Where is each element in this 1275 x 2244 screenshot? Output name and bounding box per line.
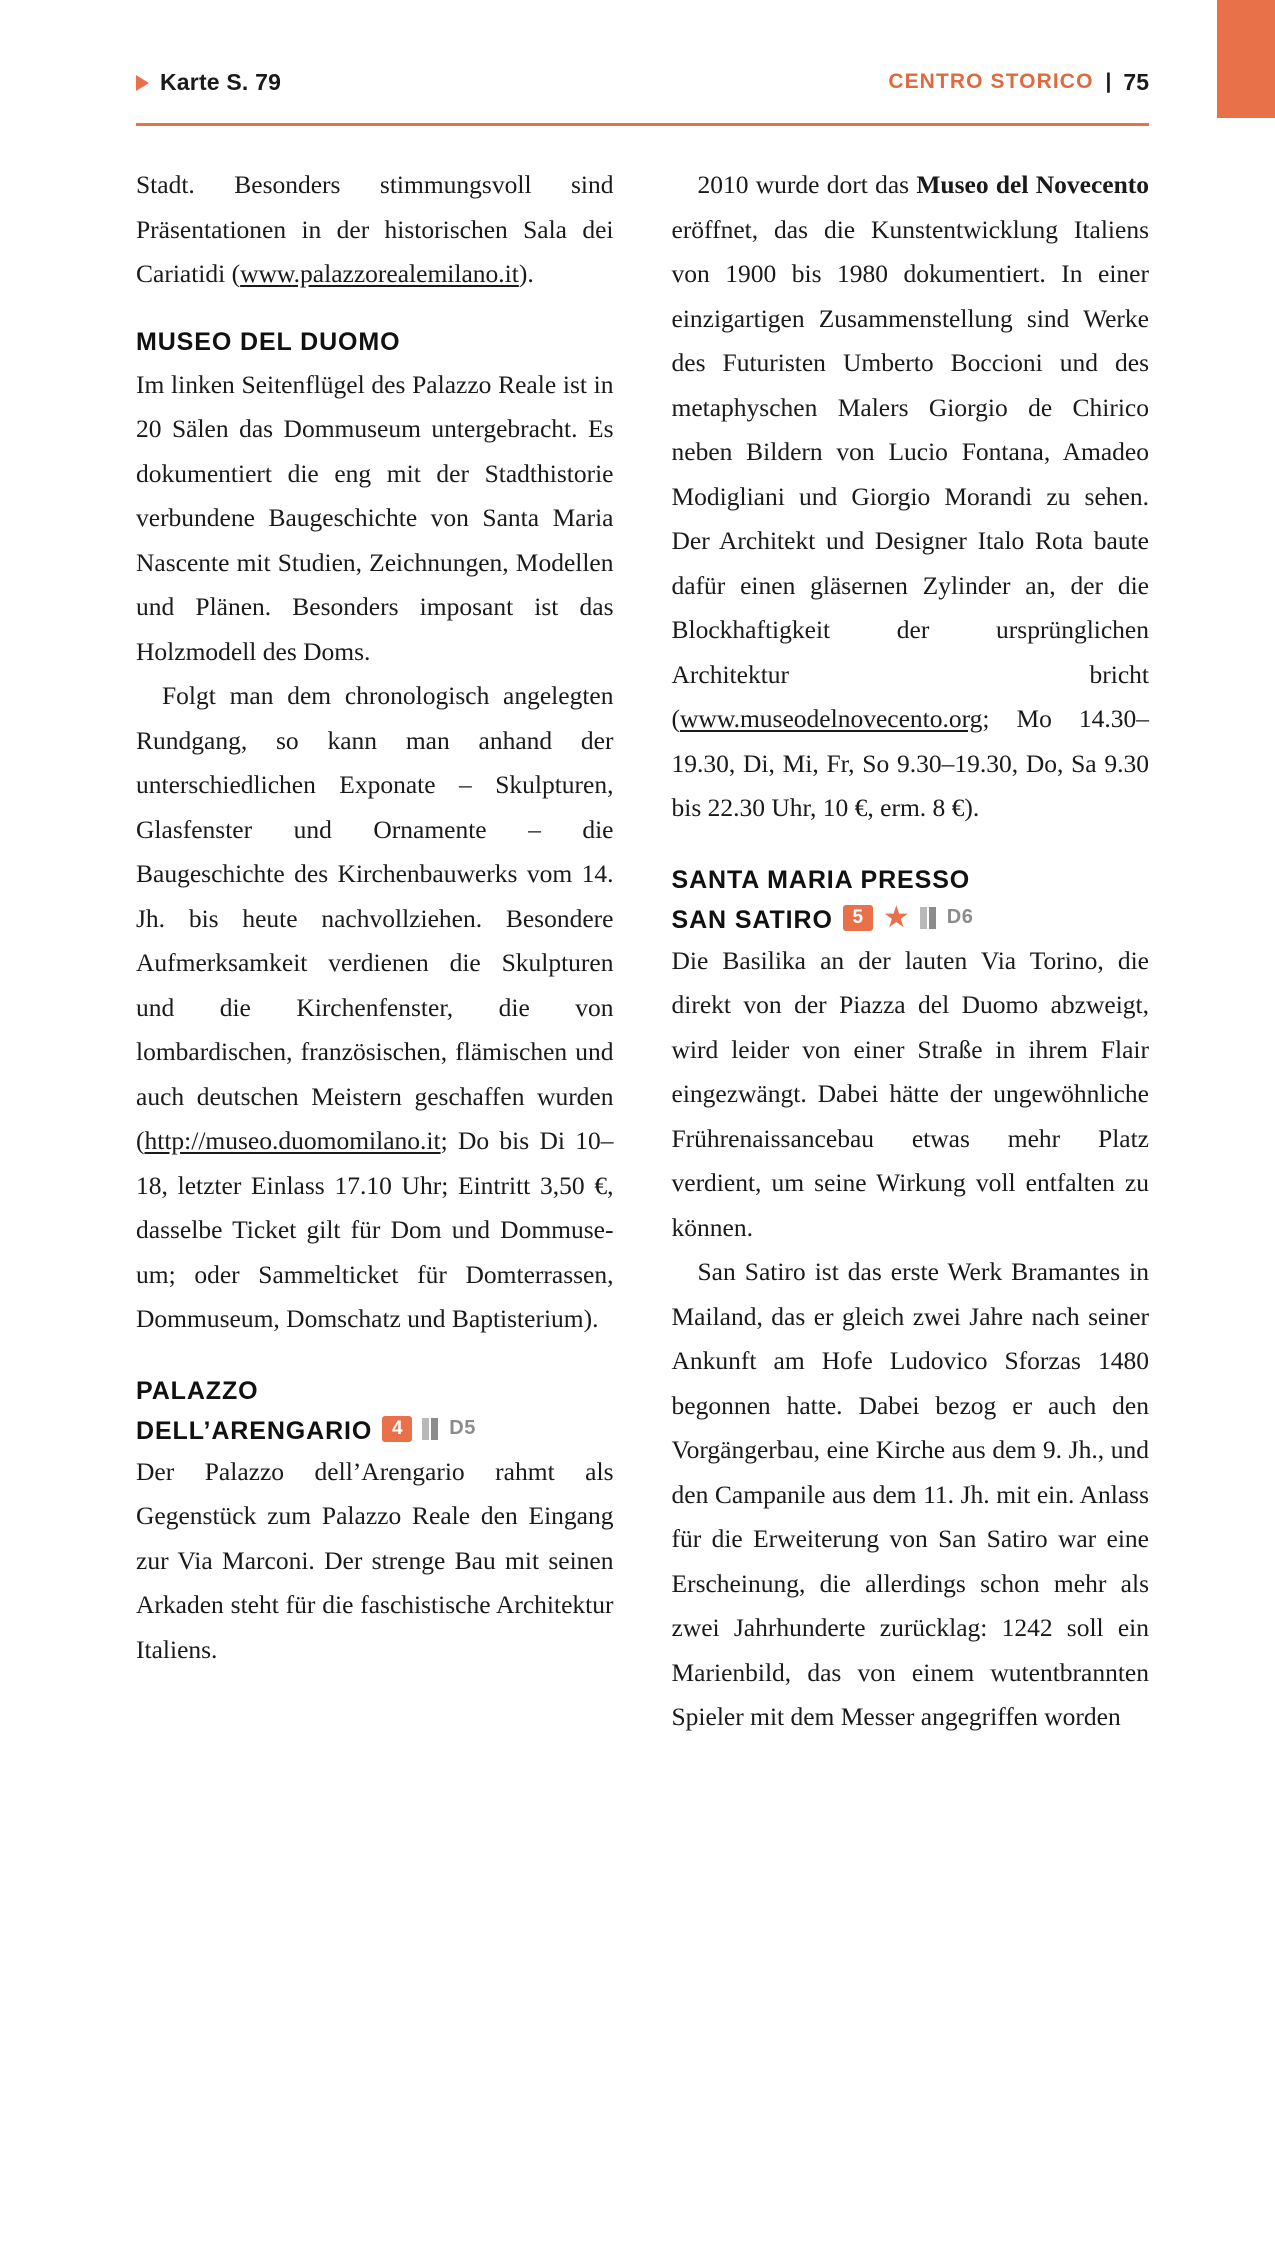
continued-text-after: ). bbox=[518, 259, 534, 288]
running-head bbox=[136, 62, 1149, 102]
novecento-text-part1: 2010 wurde dort das bbox=[697, 170, 917, 199]
running-head-right bbox=[888, 69, 1149, 96]
museo-duomo-paragraph-1: Im linken Seitenflügel des Palazzo Reale ist in 20 Sälen das Dommuseum untergebracht. Es dokumentiert die eng mit der Stadthistorie verbundene Baugeschichte von Santa Maria Nascente mit Studien, Zeichnungen, Modellen und Plänen. Besonders imposant ist das Holzmodell des Doms. bbox=[136, 369, 614, 666]
palazzo-arengario-paragraph: Der Palazzo dell’Arengario rahmt als Gegenstück zum Palazzo Reale den Eingang zur Via Marconi. Der strenge Bau mit seinen Arkaden steht für die faschistische Architektur Italiens. bbox=[136, 1456, 614, 1664]
section-name: CENTRO STORICO bbox=[888, 70, 1094, 93]
san-satiro-paragraph-1: Die Basilika an der lauten Via Torino, die direkt von der Piazza del Duomo abzweigt, wird leider von einer Straße in ihrem Flair eingezwängt. Dabei hätte der ungewöhnliche Frührenaissancebau etwas mehr Platz verdient, um seine Wirkung voll entfalten zu können. bbox=[671, 945, 1149, 1242]
museo-duomo-info-tail: ; Do bis Di 10–18, letzter Einlass 17.10 Uhr; Eintritt 3,50 €, dasselbe Ticket gilt für Dom und Dommuseum; oder Sammelticket für Domterrassen, Dommuseum, Domschatz und Baptisterium). bbox=[136, 1126, 614, 1333]
museo-duomo-website-link[interactable]: http://museo.duomomilano.it bbox=[144, 1126, 441, 1155]
poi-number-badge-4: 4 bbox=[382, 1416, 412, 1442]
grid-reference-d5: D5 bbox=[449, 1417, 477, 1439]
poi-number-badge-5: 5 bbox=[843, 905, 873, 931]
heading-palazzo-arengario-line2: DELL’ARENGARIO bbox=[136, 1416, 373, 1445]
museo-duomo-paragraph-2-text: Folgt man dem chronologisch angelegten Rundgang, so kann man anhand der unterschiedlichen Exponate – Skulpturen, Glasfenster und Ornamente – die Baugeschichte des Kirchenbauwerks vom 14. Jh. bis heute nachvollziehen. Besondere Aufmerksamkeit verdienen die Skulpturen und die Kirchenfenster, die von lombardischen, französischen, flämischen und auch deutschen Meistern geschaffen wurden ( bbox=[136, 681, 614, 1155]
right-column bbox=[672, 163, 1150, 2163]
novecento-text-part2: eröffnet, das die Kunstentwicklung Italiens von 1900 bis 1980 dokumentiert. In einer einzigartigen Zusammenstellung sind Werke des Futuristen Umberto Boccioni und des metaphyschen Malers Giorgio de Chirico neben Bildern von Lucio Fontana, Amadeo Modigliani und Giorgio Morandi zu sehen. Der Architekt und Designer Italo Rota baute dafür einen gläsernen Zylinder an, der die Blockhaftigkeit der ursprünglichen Architektur bricht ( bbox=[671, 214, 1149, 733]
map-reference: Karte S. 79 bbox=[160, 68, 282, 95]
star-icon: ★ bbox=[882, 900, 910, 934]
grid-reference-d6: D6 bbox=[946, 906, 974, 928]
san-satiro-paragraph-2: San Satiro ist das erste Werk Bramantes in Mailand, das er gleich zwei Jahre nach seiner Ankunft am Hofe Ludovico Sforzas 1480 begonnen hatte. Dabei bezog er auch den Vorgängerbau, eine Kirche aus dem 9. Jh., und den Campanile aus dem 11. Jh. mit ein. Anlass für die Erweiterung von San Satiro war eine Erscheinung, die allerdings schon mehr als zwei Jahrhunderte zurücklag: 1242 soll ein Marienbild, das von einem wutentbrannten Spieler mit dem Messer angegriffen worden bbox=[671, 1257, 1149, 1731]
novecento-website-link[interactable]: www.museodelnovecento.org bbox=[680, 704, 983, 733]
heading-san-satiro-line1: SANTA MARIA PRESSO bbox=[671, 865, 971, 894]
heading-museo-del-duomo: MUSEO DEL DUOMO bbox=[136, 327, 401, 356]
novecento-text-part3: ; Mo 14.30–19.30, Di, Mi, Fr, So 9.30–19.30, Do, Sa 9.30 bis 22.30 Uhr, 10 €, erm. 8 €). bbox=[671, 704, 1149, 822]
header-rule bbox=[136, 123, 1149, 126]
book-icon bbox=[920, 907, 937, 929]
heading-san-satiro-line2-row bbox=[672, 901, 1150, 939]
continued-paragraph bbox=[136, 163, 614, 297]
continued-text-before: Stadt. Besonders stimmungsvoll sind Präsentationen in der historischen Sala dei Cariatidi ( bbox=[136, 170, 614, 288]
running-head-separator: | bbox=[1105, 70, 1112, 93]
book-icon bbox=[422, 1418, 439, 1440]
palazzoreale-website-link[interactable]: www.palazzorealemilano.it bbox=[240, 259, 519, 288]
triangle-marker-icon bbox=[136, 75, 149, 91]
museo-duomo-paragraph-2 bbox=[136, 674, 614, 1342]
heading-palazzo-arengario-line1: PALAZZO bbox=[136, 1376, 259, 1405]
museo-novecento-paragraph bbox=[672, 163, 1150, 831]
body-columns bbox=[136, 163, 1149, 2163]
running-head-left bbox=[136, 69, 281, 96]
left-column bbox=[136, 163, 614, 2163]
heading-san-satiro-line2: SAN SATIRO bbox=[671, 905, 833, 934]
page-corner-tab bbox=[1217, 0, 1275, 118]
heading-palazzo-arengario-line2-row bbox=[136, 1412, 614, 1450]
page-number: 75 bbox=[1123, 68, 1149, 95]
novecento-museum-name: Museo del Novecento bbox=[916, 170, 1150, 199]
